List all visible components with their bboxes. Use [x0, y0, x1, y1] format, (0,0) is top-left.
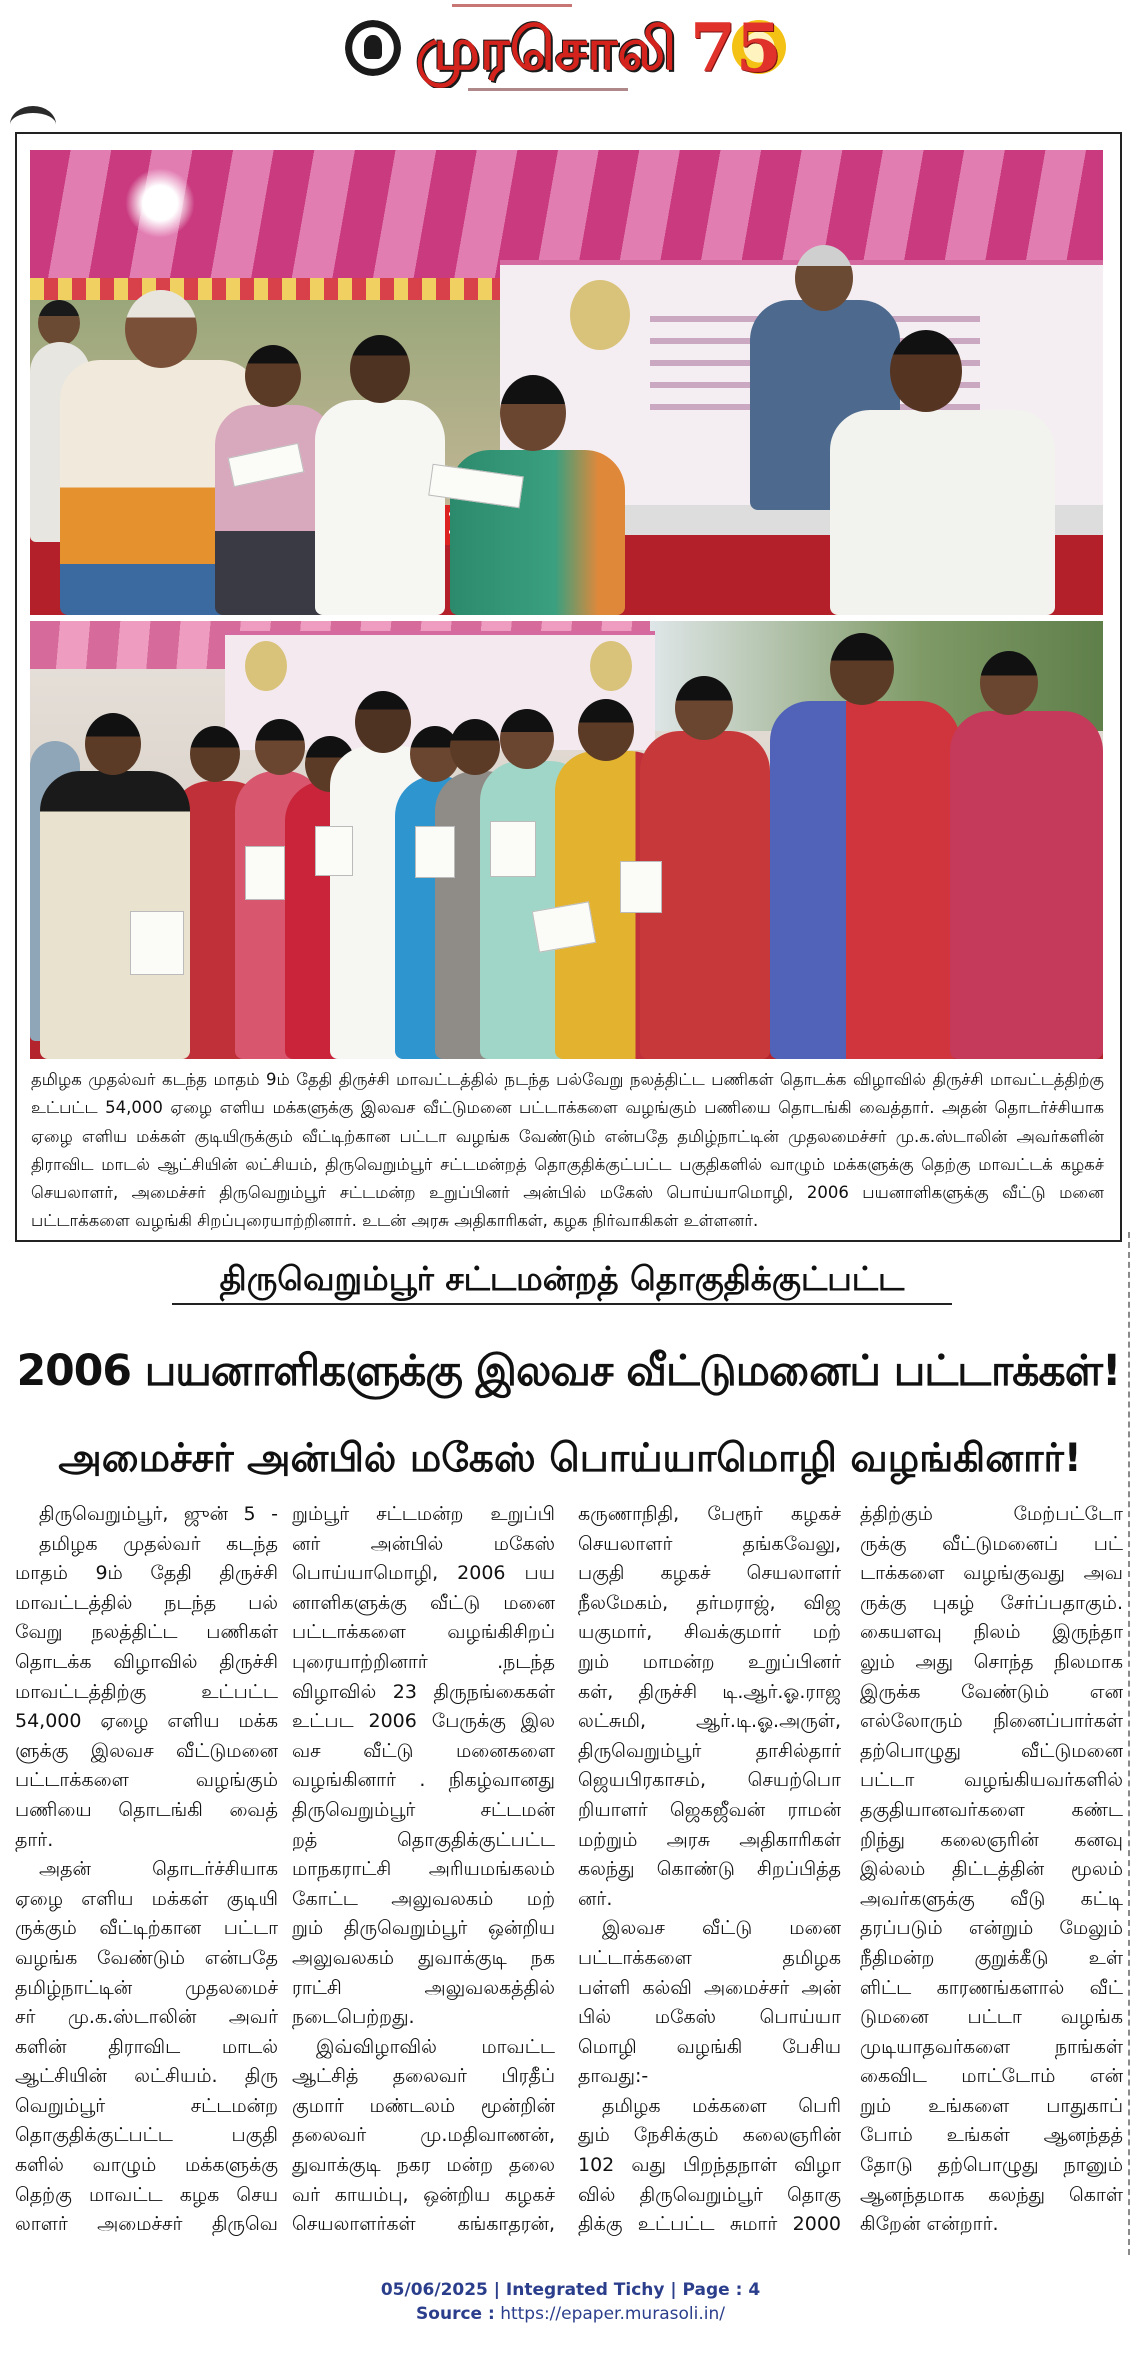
- figure-head: [125, 290, 197, 368]
- body-line: சர் மு.க.ஸ்டாலின் அவர்: [15, 2006, 278, 2029]
- body-line: தார்.: [15, 1828, 54, 1851]
- body-line: தெற்கு மாவட்ட கழக செய: [15, 2183, 278, 2206]
- body-line: வழங்க வேண்டும் என்பதே: [15, 1946, 278, 1969]
- emblem-figure: [364, 35, 382, 59]
- photo-top: [30, 150, 1103, 615]
- body-line: கைவிட மாட்டோம் என்: [860, 2065, 1123, 2088]
- banner-portrait: [590, 641, 632, 691]
- body-line: அதன் தொடர்ச்சியாக: [39, 1858, 278, 1881]
- article-subheadline: அமைச்சர் அன்பில் மகேஸ் பொய்யாமொழி வழங்கினார்!: [58, 1436, 1082, 1481]
- caption-line: பட்டாக்களை வழங்கி சிறப்புரையாற்றினார். உடன் அரசு அதிகாரிகள், கழக நிர்வாகிகள் உள்ளனர்.: [31, 1211, 759, 1231]
- body-line: விழாவில் 23 திருநங்கைகள்: [292, 1680, 555, 1703]
- body-line: றத் தொகுதிக்குட்பட்ட: [292, 1828, 555, 1851]
- body-line: வச வீட்டு மனைகளை: [292, 1739, 555, 1762]
- caption-line: உட்பட்ட 54,000 ஏழை எளிய மக்களுக்கு இலவச வீட்டுமனை பட்டாக்களை வழங்கும் பணியை தொடங்கி வைத்தார். அதன் தொடர்ச்சியாக: [31, 1098, 1104, 1118]
- body-line: வழங்கினார் . நிகழ்வானது: [292, 1769, 555, 1792]
- figure-head: [675, 676, 733, 740]
- masthead-founder-graphic: [468, 88, 628, 91]
- body-line: றிந்து கலைஞரின் கனவு: [860, 1828, 1123, 1851]
- body-line: நீதிமன்ற குறுக்கீடு உள்: [860, 1946, 1123, 1969]
- caption-line: செயலாளர், அமைச்சர் திருவெறும்பூர் சட்டமன்ற உறுப்பினர் அன்பில் மகேஸ் பொய்யாமொழி, 2006 பயனாளிகளுக்கு வீட்டு மனை: [31, 1183, 1104, 1203]
- figure-body: [770, 701, 960, 1059]
- body-line: றும்பூர் சட்டமன்ற உறுப்பி: [292, 1503, 555, 1525]
- body-line: அலுவலகம் துவாக்குடி நக: [292, 1946, 555, 1969]
- caption-line: தமிழக முதல்வர் கடந்த மாதம் 9ம் தேதி திருச்சி மாவட்டத்தில் நடந்த பல்வேறு நலத்திட்ட பணிகள் தொடக்க விழாவில் திருச்சி மாவட்டத்திற்கு: [31, 1070, 1104, 1089]
- figure-head: [578, 699, 634, 761]
- body-line: யகுமார், சிவக்குமார் மற்: [578, 1621, 841, 1644]
- figure-head: [355, 691, 411, 753]
- figure-head: [190, 726, 240, 782]
- body-line: மாநகராட்சி அரியமங்கலம்: [292, 1858, 555, 1881]
- body-line: தலைவர் மு.மதிவாணன்,: [292, 2124, 555, 2147]
- body-line: லும் அது சொந்த நிலமாக: [860, 1650, 1123, 1673]
- body-line: வில் திருவெறும்பூர் தொகு: [578, 2183, 841, 2206]
- article-column-3: [578, 1500, 841, 2245]
- body-line: பட்டா வழங்கியவர்களில்: [860, 1769, 1123, 1792]
- body-line: கலந்து கொண்டு சிறப்பித்த: [578, 1858, 841, 1881]
- figure-head: [890, 330, 962, 412]
- body-line: தமிழக மக்களை பெரி: [602, 2094, 841, 2117]
- body-line: றியாளர் ஜெகஜீவன் ராமன்: [578, 1798, 841, 1821]
- body-line: கருணாநிதி, பேரூர் கழகச்: [578, 1503, 841, 1525]
- body-line: மாவட்டத்தில் நடந்த பல்: [15, 1591, 278, 1614]
- figure-head: [830, 633, 894, 705]
- article-kicker: திருவெறும்பூர் சட்டமன்றத் தொகுதிக்குட்பட்ட: [172, 1255, 952, 1305]
- body-line: போம் உங்கள் ஆனந்தத்: [860, 2124, 1123, 2147]
- body-line: வெறும்பூர் சட்டமன்ற: [15, 2094, 278, 2117]
- patta-document: [415, 826, 455, 878]
- body-line: வேறு நலத்திட்ட பணிகள்: [15, 1621, 278, 1644]
- body-line: லட்சுமி, ஆர்.டி.ஓ.அருள்,: [578, 1710, 841, 1733]
- body-line: மாவட்டத்திற்கு உட்பட்ட: [15, 1680, 278, 1703]
- body-line: மாதம் 9ம் தேதி திருச்சி: [15, 1562, 278, 1585]
- photo-light: [125, 168, 195, 238]
- body-line: திருவெறும்பூர் தாசில்தார்: [578, 1739, 841, 1762]
- body-line: த்திற்கும் மேற்பட்டோ: [860, 1503, 1123, 1525]
- body-line: ளுக்கு இலவச வீட்டுமனை: [15, 1739, 278, 1762]
- body-line: னர் அன்பில் மகேஸ்: [292, 1532, 555, 1555]
- body-line: அவர்களுக்கு வீடு கட்டி: [860, 1887, 1123, 1910]
- article-column-2: [292, 1500, 555, 2245]
- body-line: முடியாதவர்களை நாங்கள்: [860, 2035, 1123, 2058]
- body-line: ஆனந்தமாக கலந்து கொள்: [860, 2183, 1123, 2206]
- body-line: றும் உங்களை பாதுகாப்: [860, 2094, 1123, 2117]
- body-line: களில் வாழும் மக்களுக்கு: [15, 2154, 278, 2177]
- body-line: ருக்கு புகழ் சேர்ப்பதாகும்.: [860, 1591, 1123, 1614]
- source-label: Source :: [416, 2304, 495, 2324]
- body-line: செயலாளர்கள் கங்காதரன்,: [292, 2213, 555, 2236]
- body-line: றும் திருவெறும்பூர் ஒன்றிய: [292, 1917, 555, 1940]
- body-line: தமிழ்நாட்டின் முதலமைச்: [15, 1976, 278, 1999]
- figure-body: [830, 410, 1055, 615]
- anniversary-number: 75: [690, 9, 782, 87]
- body-line: எல்லோரும் நினைப்பார்கள்: [860, 1710, 1123, 1733]
- patta-document: [315, 826, 353, 876]
- patta-document: [245, 846, 285, 900]
- body-line: பகுதி கழகச் செயலாளர்: [578, 1562, 841, 1585]
- dateline: திருவெறும்பூர், ஜுன் 5 -: [39, 1503, 278, 1525]
- caption-line: ஏழை எளிய மக்கள் குடியிருக்கும் வீட்டிற்கான பட்டா வழங்க வேண்டும் என்பதே தமிழ்நாட்டின் முதலமைச்சர் மு.க.ஸ்டாலின் அவர்களின்: [31, 1126, 1104, 1146]
- body-line: 102 வது பிறந்தநாள் விழா: [578, 2154, 841, 2177]
- body-line: புரையாற்றினார் .நடந்த: [292, 1650, 555, 1673]
- body-line: இலவச வீட்டு மனை: [602, 1917, 841, 1940]
- patta-document: [130, 911, 184, 975]
- body-line: நடைபெற்றது.: [292, 2006, 415, 2029]
- body-line: ளிட்ட காரணங்களால் வீட்: [860, 1976, 1123, 1999]
- body-line: லாளர் அமைச்சர் திருவெ: [15, 2213, 278, 2236]
- article-column-1: [15, 1500, 278, 2245]
- masthead-emblem-icon: [345, 20, 401, 76]
- body-line: றும் மாமன்ற உறுப்பினர்: [578, 1650, 841, 1673]
- body-line: வர் காயம்பு, ஒன்றிய கழகச்: [292, 2183, 555, 2206]
- body-line: திக்கு உட்பட்ட சுமார் 2000: [578, 2213, 841, 2236]
- body-line: இல்லம் திட்டத்தின் மூலம்: [860, 1858, 1123, 1881]
- figure-head: [500, 709, 554, 769]
- body-line: பட்டாக்களை வழங்கிசிறப்: [292, 1621, 555, 1644]
- photo-caption: [31, 1066, 1104, 1236]
- source-url: https://epaper.murasoli.in/: [500, 2304, 725, 2324]
- anniversary-badge: [690, 2, 790, 97]
- caption-line: திராவிட மாடல் ஆட்சியின் லட்சியம், திருவெறும்பூர் சட்டமன்றத் தொகுதிக்குட்பட்ட பகுதிகளில் வாழும் மக்களுக்கு தெற்கு மாவட்டக் கழகச்: [31, 1154, 1104, 1174]
- masthead: [0, 0, 1141, 100]
- figure-head: [450, 719, 500, 775]
- body-line: நீலமேகம், தர்மராஜ், விஜ: [578, 1591, 841, 1614]
- body-line: களின் திராவிட மாடல்: [15, 2035, 278, 2058]
- body-line: பில் மகேஸ் பொய்யா: [578, 2006, 841, 2029]
- body-line: கோட்ட அலுவலகம் மற்: [292, 1887, 555, 1910]
- figure-head: [255, 719, 305, 775]
- body-line: ருக்கும் வீட்டிற்கான பட்டா: [15, 1917, 278, 1940]
- figure-body: [950, 711, 1103, 1059]
- figure-head: [85, 713, 141, 775]
- body-line: கிறேன் என்றார்.: [860, 2213, 999, 2236]
- patta-document: [490, 821, 536, 877]
- body-line: தமிழக முதல்வர் கடந்த: [39, 1532, 278, 1555]
- figure-head: [350, 335, 410, 403]
- body-line: கையளவு நிலம் இருந்தா: [860, 1621, 1123, 1644]
- body-line: உட்பட 2006 பேருக்கு இல: [292, 1710, 555, 1733]
- body-line: கள், திருச்சி டி.ஆர்.ஓ.ராஜ: [578, 1680, 841, 1703]
- body-line: தற்பொழுது வீட்டுமனை: [860, 1739, 1123, 1762]
- figure-body: [315, 400, 445, 615]
- body-line: துவாக்குடி நகர மன்ற தலை: [292, 2154, 555, 2177]
- body-line: ஆட்சியின் லட்சியம். திரு: [15, 2065, 278, 2088]
- figure-head: [980, 651, 1038, 715]
- body-line: மொழி வழங்கி பேசிய: [578, 2035, 841, 2058]
- body-line: திருவெறும்பூர் சட்டமன்: [292, 1798, 555, 1821]
- body-line: செயலாளர் தங்கவேலு,: [578, 1532, 841, 1555]
- body-line: பணியை தொடங்கி வைத்: [15, 1798, 278, 1821]
- figure-head: [795, 245, 853, 311]
- body-line: ஏழை எளிய மக்கள் குடியி: [15, 1887, 278, 1910]
- body-line: ராட்சி அலுவலகத்தில்: [292, 1976, 555, 1999]
- article-column-4: [860, 1500, 1123, 2245]
- body-line: டாக்களை வழங்குவது அவ: [860, 1562, 1123, 1585]
- body-line: ஆட்சித் தலைவர் பிரதீப்: [292, 2065, 555, 2088]
- photo-box: [15, 132, 1122, 1242]
- body-line: மற்றும் அரசு அதிகாரிகள்: [578, 1828, 841, 1851]
- body-line: இவ்விழாவில் மாவட்ட: [316, 2035, 555, 2058]
- figure-head: [500, 375, 566, 451]
- body-line: பள்ளி கல்வி அமைச்சர் அன்: [578, 1976, 841, 1999]
- body-line: தரப்படும் என்றும் மேலும்: [860, 1917, 1123, 1940]
- masthead-title: முரசொலி: [415, 15, 677, 83]
- body-line: பொய்யாமொழி, 2006 பய: [292, 1562, 555, 1585]
- body-line: 54,000 ஏழை எளிய மக்க: [15, 1710, 278, 1733]
- body-line: பட்டாக்களை வழங்கும்: [15, 1769, 278, 1792]
- body-line: தாவது:-: [578, 2065, 649, 2088]
- banner-portrait: [245, 641, 287, 691]
- body-line: இருக்க வேண்டும் என: [860, 1680, 1123, 1703]
- column-divider: [1128, 1232, 1130, 2255]
- photo-bottom: [30, 621, 1103, 1059]
- body-line: பட்டாக்களை தமிழக: [578, 1946, 841, 1969]
- article-headline: 2006 பயனாளிகளுக்கு இலவச வீட்டுமனைப் பட்டாக்கள்!: [16, 1347, 1121, 1396]
- patta-document: [620, 861, 662, 913]
- body-line: டுமனை பட்டா வழங்க: [860, 2006, 1123, 2029]
- footer-source-line: [0, 2302, 1141, 2326]
- body-line: னாளிகளுக்கு வீட்டு மனை: [292, 1591, 555, 1614]
- body-line: தொகுதிக்குட்பட்ட பகுதி: [15, 2124, 278, 2147]
- body-line: னர்.: [578, 1887, 613, 1910]
- banner-portrait: [570, 280, 630, 350]
- body-line: ஜெயபிரகாசம், செயற்பொ: [578, 1769, 841, 1792]
- masthead-tagline-graphic: [452, 4, 572, 7]
- body-line: தும் நேசிக்கும் கலைஞரின்: [578, 2124, 841, 2147]
- footer-edition-line: 05/06/2025 | Integrated Tichy | Page : 4: [380, 2280, 761, 2300]
- body-line: தோடு தற்பொழுது நானும்: [860, 2154, 1123, 2177]
- figure-head: [245, 345, 301, 407]
- body-line: தொடக்க விழாவில் திருச்சி: [15, 1650, 278, 1673]
- body-line: தகுதியானவர்களை கண்ட: [860, 1798, 1123, 1821]
- body-line: குமார் மண்டலம் மூன்றின்: [292, 2094, 555, 2117]
- figure-head: [38, 300, 80, 346]
- body-line: ருக்கு வீட்டுமனைப் பட்: [860, 1532, 1123, 1555]
